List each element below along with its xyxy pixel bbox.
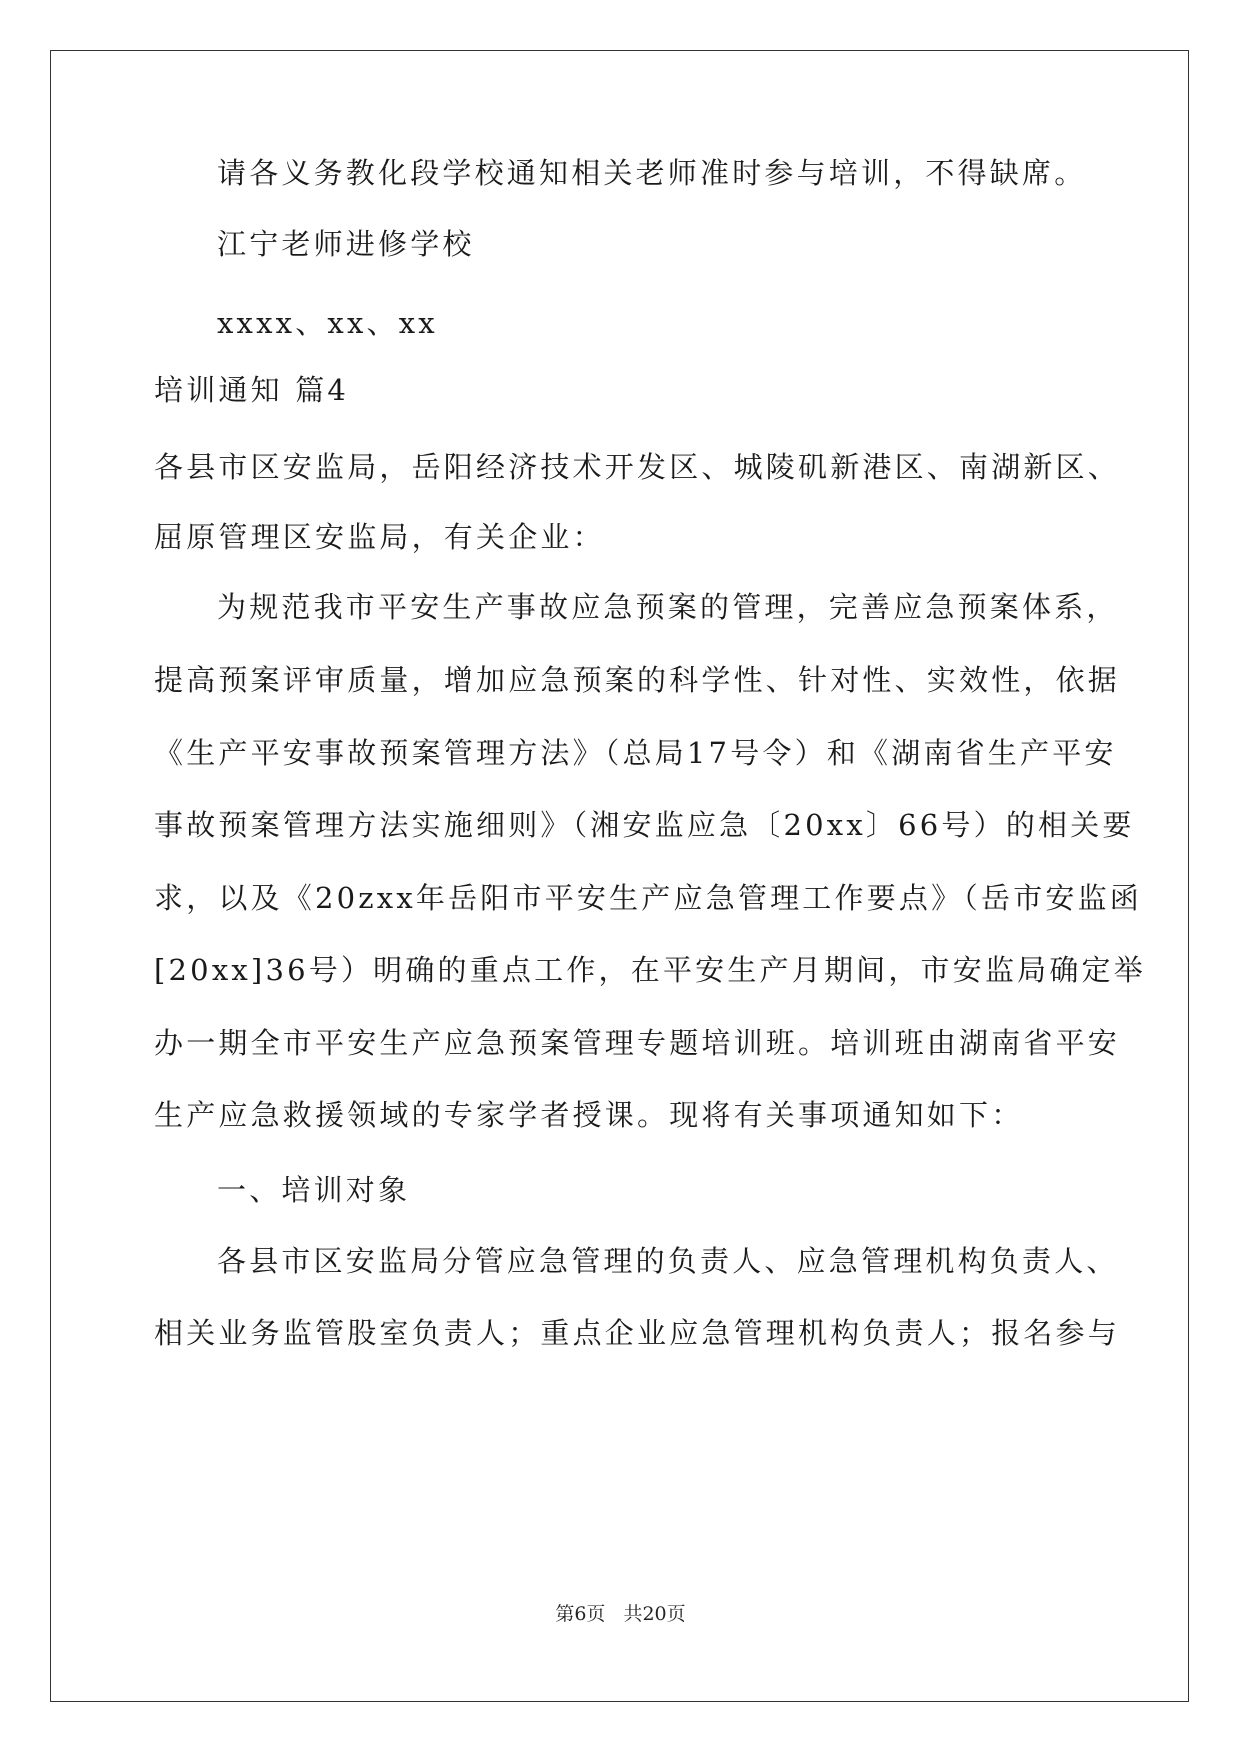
paragraph-line: 屈原管理区安监局，有关企业： bbox=[154, 520, 605, 554]
page-total: 共20页 bbox=[623, 1603, 686, 1625]
paragraph-line: 求，以及《20zxx年岳阳市平安生产应急管理工作要点》（岳市安监函 bbox=[154, 881, 1142, 915]
subsection-heading: 一、培训对象 bbox=[217, 1173, 411, 1207]
page-footer bbox=[0, 1602, 1241, 1626]
paragraph-line: 相关业务监管股室负责人；重点企业应急管理机构负责人；报名参与 bbox=[154, 1316, 1121, 1350]
paragraph-line: 提高预案评审质量，增加应急预案的科学性、针对性、实效性，依据 bbox=[154, 663, 1121, 697]
paragraph-line: [20xx]36号）明确的重点工作，在平安生产月期间，市安监局确定举 bbox=[154, 953, 1146, 987]
signature-date: xxxx、xx、xx bbox=[217, 306, 438, 340]
paragraph-line: 各县市区安监局分管应急管理的负责人、应急管理机构负责人、 bbox=[217, 1244, 1119, 1278]
paragraph-line: 《生产平安事故预案管理方法》（总局17号令）和《湖南省生产平安 bbox=[154, 736, 1117, 770]
paragraph-line: 各县市区安监局，岳阳经济技术开发区、城陵矶新港区、南湖新区、 bbox=[154, 450, 1121, 484]
paragraph-line: 办一期全市平安生产应急预案管理专题培训班。培训班由湖南省平安 bbox=[154, 1026, 1121, 1060]
signature-org: 江宁老师进修学校 bbox=[217, 227, 475, 261]
paragraph-line: 事故预案管理方法实施细则》（湘安监应急〔20xx〕66号）的相关要 bbox=[154, 808, 1135, 842]
paragraph-line: 生产应急救援领域的专家学者授课。现将有关事项通知如下： bbox=[154, 1098, 1024, 1132]
section-heading: 培训通知 篇4 bbox=[154, 373, 350, 407]
paragraph-line: 请各义务教化段学校通知相关老师准时参与培训，不得缺席。 bbox=[217, 156, 1087, 190]
paragraph-line: 为规范我市平安生产事故应急预案的管理，完善应急预案体系， bbox=[217, 590, 1119, 624]
page-number: 第6页 bbox=[555, 1603, 606, 1625]
page-border bbox=[50, 50, 1189, 1702]
